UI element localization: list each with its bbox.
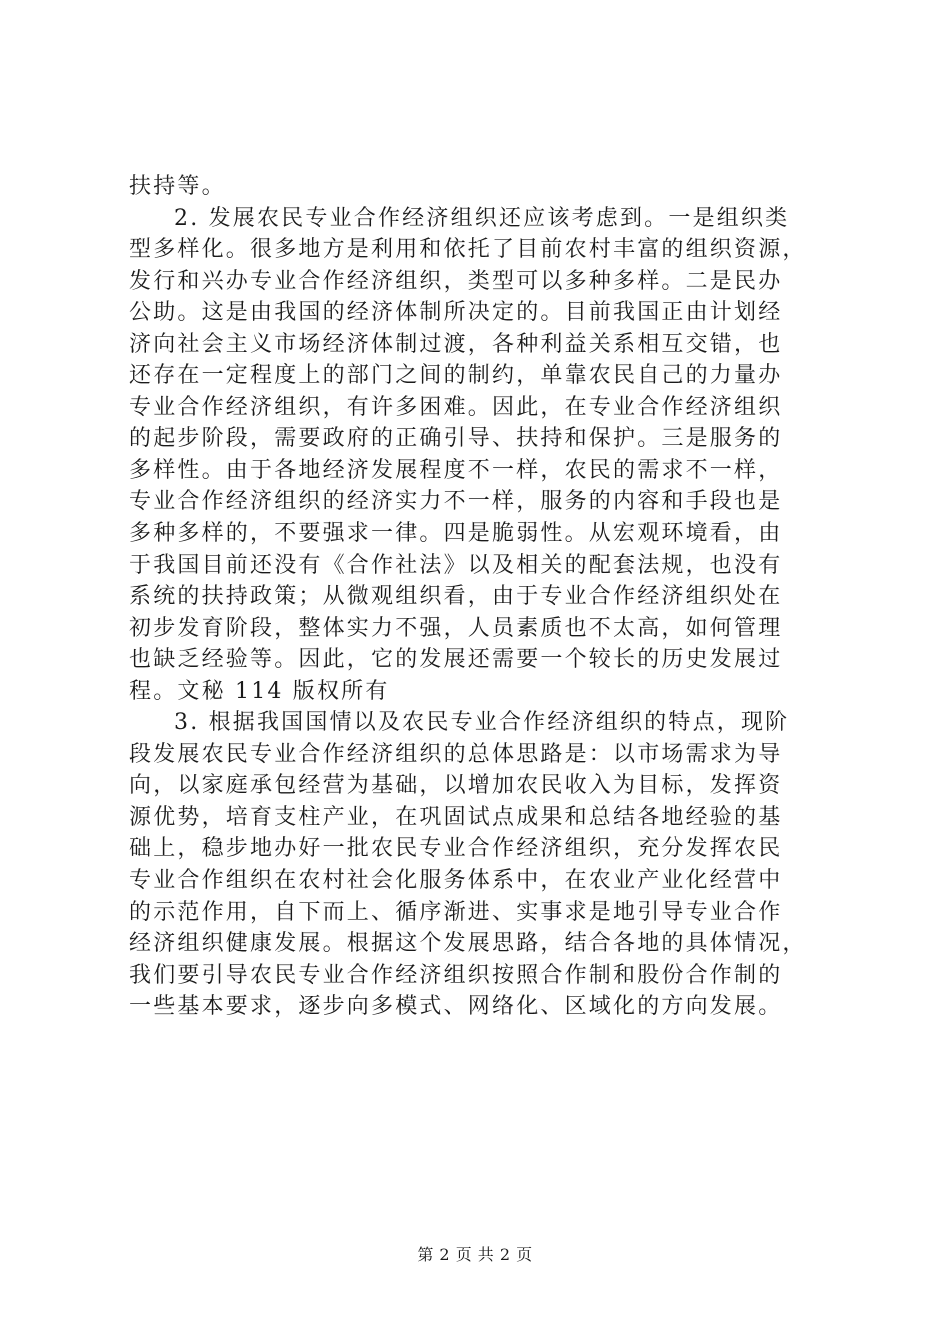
- text-line: 我们要引导农民专业合作经济组织按照合作制和股份合作制的: [129, 962, 783, 988]
- text-line: 的示范作用，自下而上、循序渐进、实事求是地引导专业合作: [129, 899, 783, 925]
- text-line: 系统的扶持政策；从微观组织看，由于专业合作经济组织处在: [129, 584, 783, 610]
- text-line: 的起步阶段，需要政府的正确引导、扶持和保护。三是服务的: [129, 426, 783, 452]
- paragraph-first-line: 2. 发展农民专业合作经济组织还应该考虑到。一是组织类: [174, 205, 790, 231]
- text-line: 于我国目前还没有《合作社法》以及相关的配套法规，也没有: [129, 552, 783, 578]
- text-line: 专业合作经济组织的经济实力不一样，服务的内容和手段也是: [129, 489, 783, 515]
- page-footer: 第 2 页 共 2 页: [417, 1245, 533, 1264]
- text-line: 一些基本要求，逐步向多模式、网络化、区域化的方向发展。: [129, 994, 783, 1020]
- text-line: 多种多样的，不要强求一律。四是脆弱性。从宏观环境看，由: [129, 521, 783, 547]
- text-line: 专业合作组织在农村社会化服务体系中，在农业产业化经营中: [129, 868, 783, 894]
- text-line: 础上，稳步地办好一批农民专业合作经济组织，充分发挥农民: [129, 836, 783, 862]
- text-line: 发行和兴办专业合作经济组织，类型可以多种多样。二是民办: [129, 268, 783, 294]
- text-line: 多样性。由于各地经济发展程度不一样，农民的需求不一样，: [129, 457, 783, 483]
- paragraph-first-line: 3. 根据我国国情以及农民专业合作经济组织的特点，现阶: [174, 710, 790, 736]
- document-body: [129, 171, 835, 1023]
- text-line: 源优势，培育支柱产业，在巩固试点成果和总结各地经验的基: [129, 804, 783, 830]
- text-line: 初步发育阶段，整体实力不强，人员素质也不太高，如何管理: [129, 615, 783, 641]
- text-line: 济向社会主义市场经济体制过渡，各种利益关系相互交错，也: [129, 331, 783, 357]
- text-line: 向，以家庭承包经营为基础，以增加农民收入为目标，发挥资: [129, 773, 783, 799]
- text-line: 公助。这是由我国的经济体制所决定的。目前我国正由计划经: [129, 300, 783, 326]
- text-line: 扶持等。: [129, 174, 226, 199]
- text-line: 还存在一定程度上的部门之间的制约，单靠农民自己的力量办: [129, 363, 783, 389]
- text-line: 段发展农民专业合作经济组织的总体思路是：以市场需求为导: [129, 741, 783, 767]
- text-line: 程。文秘 114 版权所有: [129, 678, 390, 704]
- text-line: 也缺乏经验等。因此，它的发展还需要一个较长的历史发展过: [129, 647, 783, 673]
- text-line: 经济组织健康发展。根据这个发展思路，结合各地的具体情况，: [129, 931, 807, 957]
- text-line: 型多样化。很多地方是利用和依托了目前农村丰富的组织资源，: [129, 237, 807, 263]
- text-line: 专业合作经济组织，有许多困难。因此，在专业合作经济组织: [129, 394, 783, 420]
